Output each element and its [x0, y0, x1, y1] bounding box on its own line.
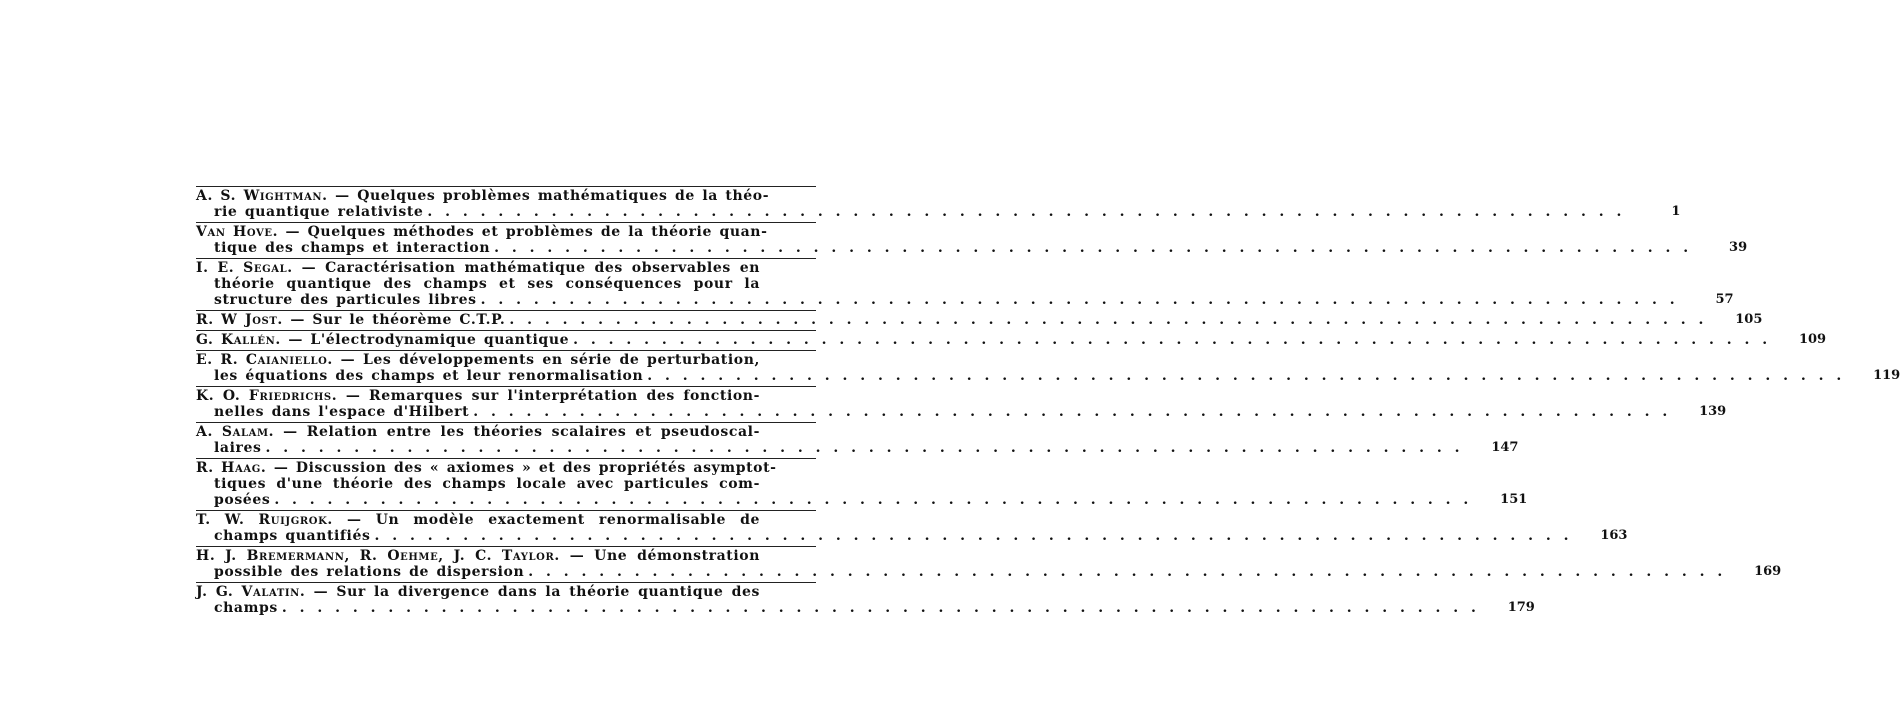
toc-title-line: tique des champs et interaction — [214, 240, 491, 256]
toc-entry — [196, 546, 1782, 582]
leader-dots: . . . . . . . . . . . . . . . . . . . . . . . . . . . . . . . . . . . . . . . . . . . . . . . . . . . . . . . . . . . . . . . . . . . . — [473, 404, 1671, 420]
leader-dots: . . . . . . . . . . . . . . . . . . . . . . . . . . . . . . . . . . . . . . . . . . . . . . . . . . . . . . . . . . . . . . . . . . . . — [265, 440, 1463, 456]
toc-title-line: — Relation entre les théories scalaires et pseudoscal- — [283, 424, 760, 440]
leader-dots: . . . . . . . . . . . . . . . . . . . . . . . . . . . . . . . . . . . . . . . . . . . . . . . . . . . . . . . . . . . . . . . . . . . . — [480, 292, 1678, 308]
toc-title-line: les équations des champs et leur renormalisation — [214, 368, 644, 384]
toc-page-number: 1 — [1671, 204, 1681, 219]
toc-entry — [196, 458, 1528, 510]
toc-entry — [196, 510, 1628, 546]
toc-author: A. S. Wightman. — [196, 188, 328, 204]
toc-title-line: structure des particules libres — [214, 292, 477, 308]
toc-entry — [196, 310, 1763, 330]
toc-page-number: 57 — [1715, 292, 1734, 307]
toc-title-line: — Discussion des « axiomes » et des propriétés asymptot- — [273, 460, 777, 476]
toc-title-line: — Une démonstration — [569, 548, 760, 564]
toc-author: E. R. Caianiello. — [196, 352, 333, 368]
toc-page-number: 119 — [1873, 368, 1900, 383]
leader-dots: . . . . . . . . . . . . . . . . . . . . . . . . . . . . . . . . . . . . . . . . . . . . . . . . . . . . . . . . . . . . . . . . . . . . — [494, 240, 1692, 256]
toc-title-line: possible des relations de dispersion — [214, 564, 525, 580]
toc-title-line: rie quantique relativiste — [214, 204, 424, 220]
toc-page-number: 139 — [1699, 404, 1727, 419]
toc-author: I. E. Segal. — [196, 260, 293, 276]
toc-author: K. O. Friedrichs. — [196, 388, 338, 404]
toc-title-line: — Les développements en série de perturbation, — [340, 352, 760, 368]
toc-title-line: — Quelques méthodes et problèmes de la théorie quan- — [285, 224, 768, 240]
toc-entry — [196, 222, 1748, 258]
toc-author: Van Hove. — [196, 224, 279, 240]
toc-entry — [196, 350, 1900, 386]
leader-dots: . . . . . . . . . . . . . . . . . . . . . . . . . . . . . . . . . . . . . . . . . . . . . . . . . . . . . . . . . . . . . . . . . . . . — [647, 368, 1845, 384]
toc-page-number: 169 — [1754, 564, 1782, 579]
leader-dots: . . . . . . . . . . . . . . . . . . . . . . . . . . . . . . . . . . . . . . . . . . . . . . . . . . . . . . . . . . . . . . . . . . . . — [274, 492, 1472, 508]
toc-entry — [196, 386, 1727, 422]
toc-title-line: théorie quantique des champs et ses conséquences pour la — [214, 276, 760, 292]
toc-entry — [196, 422, 1519, 458]
toc-title-line: — Remarques sur l'interprétation des fonction- — [345, 388, 761, 404]
leader-dots: . . . . . . . . . . . . . . . . . . . . . . . . . . . . . . . . . . . . . . . . . . . . . . . . . . . . . . . . . . . . . . . . . . . . — [528, 564, 1726, 580]
toc-title-line: laires — [214, 440, 262, 456]
toc-page-number: 39 — [1729, 240, 1748, 255]
leader-dots: . . . . . . . . . . . . . . . . . . . . . . . . . . . . . . . . . . . . . . . . . . . . . . . . . . . . . . . . . . . . . . . . . . . . — [573, 332, 1771, 348]
toc-title-line: champs quantifiés — [214, 528, 371, 544]
table-of-contents — [196, 186, 1900, 618]
toc-author: J. G. Valatin. — [196, 584, 306, 600]
toc-title-line: — Sur le théorème C.T.P. — [290, 312, 506, 328]
toc-author: T. W. Ruijgrok. — [196, 512, 333, 528]
toc-title-line: — Sur la divergence dans la théorie quantique des — [313, 584, 760, 600]
toc-page-number: 163 — [1600, 528, 1628, 543]
toc-title-line: — Caractérisation mathématique des observables en — [301, 260, 760, 276]
leader-dots: . . . . . . . . . . . . . . . . . . . . . . . . . . . . . . . . . . . . . . . . . . . . . . . . . . . . . . . . . . . . . . . . . . . . — [374, 528, 1572, 544]
toc-page-number: 179 — [1507, 600, 1535, 615]
toc-author: A. Salam. — [196, 424, 275, 440]
toc-title-line: — L'électrodynamique quantique — [288, 332, 570, 348]
leader-dots: . . . . . . . . . . . . . . . . . . . . . . . . . . . . . . . . . . . . . . . . . . . . . . . . . . . . . . . . . . . . . . . . . . . . — [281, 600, 1479, 616]
toc-author: R. W Jost. — [196, 312, 283, 328]
toc-title-line: — Quelques problèmes mathématiques de la théo- — [335, 188, 770, 204]
leader-dots: . . . . . . . . . . . . . . . . . . . . . . . . . . . . . . . . . . . . . . . . . . . . . . . . . . . . . . . . . . . . . . . . . . . . — [509, 312, 1707, 328]
toc-author: H. J. Bremermann, R. Oehme, J. C. Taylor. — [196, 548, 560, 564]
toc-page-number: 109 — [1798, 332, 1827, 347]
toc-author: G. Kallén. — [196, 332, 281, 348]
toc-entry — [196, 330, 1827, 350]
leader-dots: . . . . . . . . . . . . . . . . . . . . . . . . . . . . . . . . . . . . . . . . . . . . . . . . . . . . . . . . . . . . . . . . . . . . — [427, 204, 1625, 220]
toc-entry — [196, 582, 1535, 618]
toc-author: R. Haag. — [196, 460, 267, 476]
toc-title-line: posées — [214, 492, 271, 508]
toc-entry — [196, 186, 1681, 222]
toc-entry — [196, 258, 1734, 310]
toc-page-number: 147 — [1491, 440, 1519, 455]
toc-title-line: nelles dans l'espace d'Hilbert — [214, 404, 470, 420]
toc-title-line: tiques d'une théorie des champs locale avec particules com- — [214, 476, 760, 492]
toc-page-number: 105 — [1735, 312, 1763, 327]
toc-title-line: — Un modèle exactement renormalisable de — [346, 512, 760, 528]
toc-title-line: champs — [214, 600, 278, 616]
toc-page-number: 151 — [1500, 492, 1528, 507]
